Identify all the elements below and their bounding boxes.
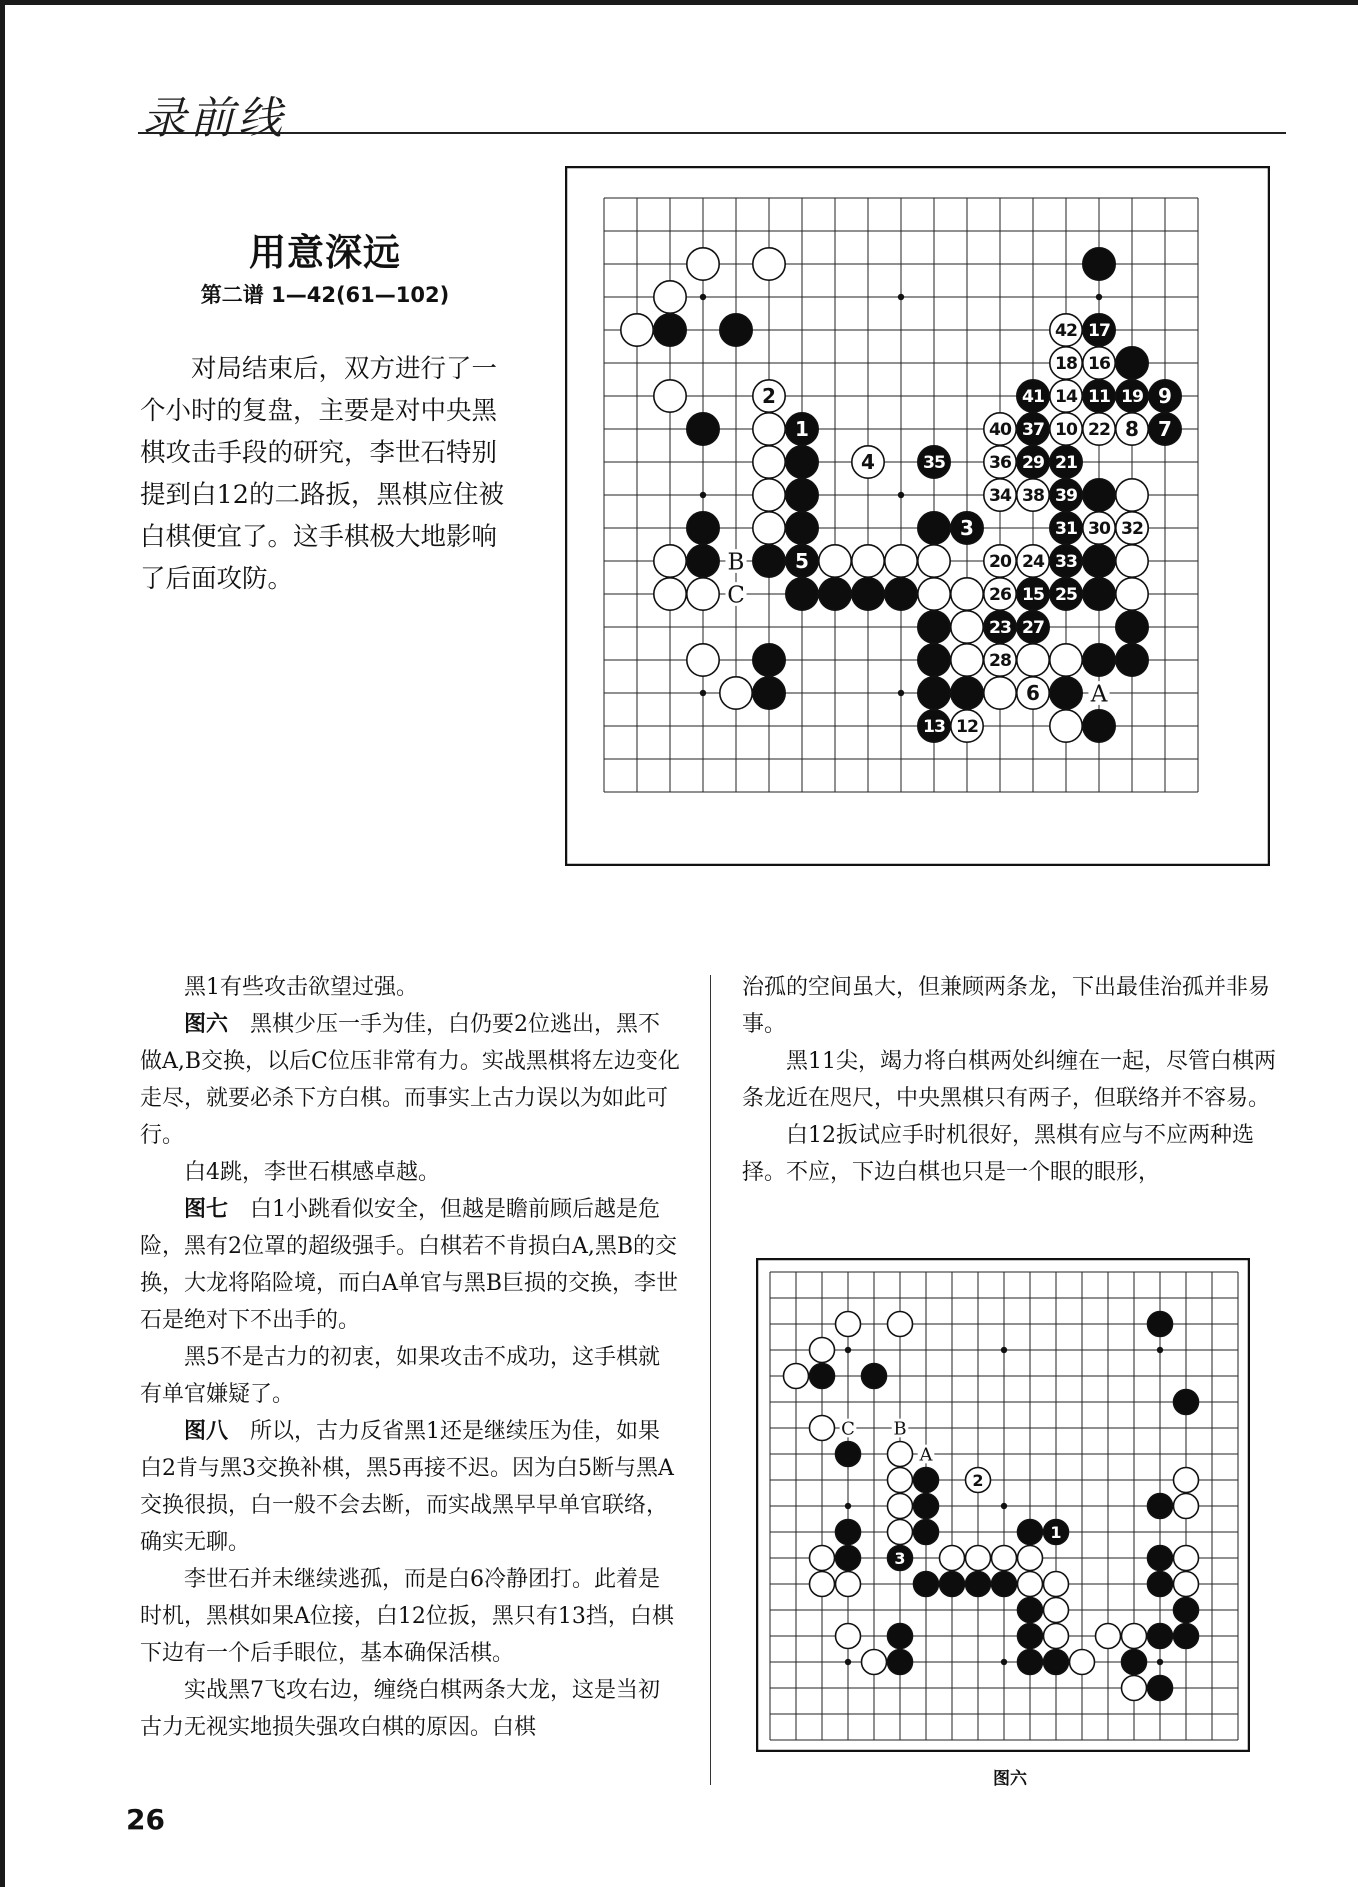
black-stone [1083, 248, 1115, 280]
white-stone [1116, 578, 1148, 610]
white-stone [918, 578, 950, 610]
white-stone [654, 545, 686, 577]
star-point [1157, 1347, 1163, 1353]
white-stone [654, 578, 686, 610]
move-number: 40 [989, 420, 1011, 441]
black-stone [914, 1494, 939, 1519]
move-number: 3 [960, 516, 974, 541]
white-stone [1018, 1546, 1043, 1571]
move-number: 32 [1121, 519, 1143, 540]
white-stone [836, 1572, 861, 1597]
black-stone [1148, 1624, 1173, 1649]
black-stone [687, 545, 719, 577]
white-stone [951, 644, 983, 676]
body-paragraph: 白12扳试应手时机很好，黑棋有应与不应两种选择。不应，下边白棋也只是一个眼的眼形， [742, 1123, 1254, 1185]
article-subtitle: 第二谱 1—42(61—102) [200, 283, 450, 307]
white-stone [951, 611, 983, 643]
black-stone [1018, 1624, 1043, 1649]
intro-text: 对局结束后，双方进行了一个小时的复盘，主要是对中央黑棋攻击手段的研究，李世石特别提到白12的二路扳，黑棋应住被白棋便宜了。这手棋极大地影响了后面攻防。 [140, 354, 504, 594]
black-stone [687, 413, 719, 445]
star-point [845, 1659, 851, 1665]
move-number: 27 [1022, 618, 1044, 639]
position-letter: B [893, 1418, 907, 1440]
move-number: 25 [1055, 585, 1077, 606]
white-stone [1070, 1650, 1095, 1675]
move-number: 22 [1088, 420, 1110, 441]
move-number: 35 [923, 453, 945, 474]
white-stone [852, 545, 884, 577]
black-stone [992, 1572, 1017, 1597]
black-stone [966, 1572, 991, 1597]
move-number: 20 [989, 552, 1011, 573]
move-number: 30 [1088, 519, 1110, 540]
move-number: 12 [956, 717, 978, 738]
body-paragraph [140, 1561, 680, 1672]
move-number: 29 [1022, 453, 1044, 474]
black-stone [810, 1364, 835, 1389]
move-number: 42 [1055, 321, 1077, 342]
black-stone [753, 644, 785, 676]
star-point [700, 492, 706, 498]
figure-reference-label: 图六 [184, 1011, 229, 1037]
black-stone [836, 1546, 861, 1571]
position-letter: A [919, 1444, 933, 1466]
black-stone [687, 512, 719, 544]
black-stone [914, 1572, 939, 1597]
white-stone [1174, 1494, 1199, 1519]
move-number: 3 [894, 1548, 906, 1568]
black-stone [1083, 710, 1115, 742]
move-number: 21 [1055, 453, 1077, 474]
move-number: 8 [1125, 417, 1139, 442]
white-stone [940, 1546, 965, 1571]
black-stone [786, 479, 818, 511]
move-number: 10 [1055, 420, 1077, 441]
black-stone [918, 677, 950, 709]
move-number: 2 [972, 1470, 984, 1490]
white-stone [720, 677, 752, 709]
black-stone [951, 677, 983, 709]
body-paragraph [140, 969, 680, 1006]
white-stone [951, 578, 983, 610]
figure-reference-label: 图八 [184, 1418, 229, 1444]
white-stone [1017, 644, 1049, 676]
paragraph-text: 白4跳，李世石棋感卓越。 [184, 1160, 440, 1185]
black-stone [888, 1650, 913, 1675]
move-number: 4 [861, 450, 875, 475]
black-stone [836, 1520, 861, 1545]
move-number: 1 [1050, 1522, 1062, 1542]
move-number: 15 [1022, 585, 1044, 606]
move-number: 7 [1158, 417, 1172, 442]
black-stone [1083, 479, 1115, 511]
white-stone [992, 1546, 1017, 1571]
black-stone [940, 1572, 965, 1597]
white-stone [1096, 1624, 1121, 1649]
position-letter: A [1090, 681, 1108, 708]
white-stone [810, 1546, 835, 1571]
move-number: 18 [1055, 354, 1077, 375]
black-stone [654, 314, 686, 346]
black-stone [786, 578, 818, 610]
black-stone [1116, 611, 1148, 643]
black-stone [1083, 545, 1115, 577]
move-number: 6 [1026, 681, 1040, 706]
move-number: 26 [989, 585, 1011, 606]
move-number: 19 [1121, 387, 1143, 408]
star-point [1001, 1347, 1007, 1353]
star-point [1001, 1659, 1007, 1665]
column-divider [710, 975, 711, 1785]
body-paragraph: 黑11尖，竭力将白棋两处纠缠在一起，尽管白棋两条龙近在咫尺，中央黑棋只有两子，但联络并不容易。 [742, 1049, 1276, 1111]
white-stone [1174, 1468, 1199, 1493]
white-stone [753, 413, 785, 445]
go-board-figure6 [756, 1258, 1250, 1752]
magazine-header-logo: 录前线 [142, 93, 286, 144]
position-letter: C [727, 582, 745, 609]
star-point [898, 294, 904, 300]
go-diagram-figure6 [756, 1258, 1250, 1752]
black-stone [753, 677, 785, 709]
move-number: 39 [1055, 486, 1077, 507]
black-stone [918, 644, 950, 676]
black-stone [1148, 1676, 1173, 1701]
white-stone [753, 479, 785, 511]
move-number: 34 [989, 486, 1011, 507]
go-board-main [565, 166, 1270, 866]
move-number: 23 [989, 618, 1011, 639]
white-stone [687, 248, 719, 280]
black-stone [1148, 1546, 1173, 1571]
black-stone [885, 578, 917, 610]
black-stone [1083, 644, 1115, 676]
black-stone [1116, 644, 1148, 676]
black-stone [862, 1364, 887, 1389]
white-stone [753, 446, 785, 478]
paragraph-text: 黑5不是古力的初衷，如果攻击不成功，这手棋就有单官嫌疑了。 [140, 1345, 660, 1407]
article-title: 用意深远 [249, 231, 401, 274]
header-rule [138, 132, 1286, 134]
white-stone [810, 1338, 835, 1363]
black-stone [1018, 1520, 1043, 1545]
white-stone [621, 314, 653, 346]
move-number: 9 [1158, 384, 1172, 409]
black-stone [1148, 1494, 1173, 1519]
black-stone [914, 1520, 939, 1545]
star-point [1157, 1659, 1163, 1665]
white-stone [862, 1650, 887, 1675]
white-stone [836, 1624, 861, 1649]
star-point [845, 1347, 851, 1353]
white-stone [1174, 1572, 1199, 1597]
body-column-right [742, 969, 1282, 1191]
black-stone [1116, 347, 1148, 379]
white-stone [1116, 545, 1148, 577]
black-stone [1174, 1624, 1199, 1649]
move-number: 11 [1088, 387, 1110, 408]
move-number: 37 [1022, 420, 1044, 441]
white-stone [1050, 644, 1082, 676]
body-paragraph [140, 1339, 680, 1413]
white-stone [1116, 479, 1148, 511]
black-stone [1018, 1598, 1043, 1623]
black-stone [1083, 578, 1115, 610]
star-point [1096, 294, 1102, 300]
page-number: 26 [126, 1803, 165, 1836]
white-stone [885, 545, 917, 577]
black-stone [1174, 1598, 1199, 1623]
white-stone [654, 281, 686, 313]
white-stone [918, 545, 950, 577]
white-stone [753, 248, 785, 280]
move-number: 13 [923, 717, 945, 738]
black-stone [918, 611, 950, 643]
black-stone [720, 314, 752, 346]
black-stone [753, 545, 785, 577]
body-column-left [140, 969, 680, 1746]
star-point [700, 690, 706, 696]
black-stone [1018, 1650, 1043, 1675]
body-paragraph [140, 1154, 680, 1191]
white-stone [888, 1312, 913, 1337]
white-stone [888, 1442, 913, 1467]
star-point [845, 1503, 851, 1509]
black-stone [1174, 1390, 1199, 1415]
move-number: 31 [1055, 519, 1077, 540]
white-stone [654, 380, 686, 412]
move-number: 28 [989, 651, 1011, 672]
white-stone [810, 1572, 835, 1597]
paragraph-text: 所以，古力反省黑1还是继续压为佳，如果白2肯与黑3交换补棋，黑5再接不迟。因为白5断与黑A交换很损，白一般不会去断，而实战黑早早单官联络，确实无聊。 [140, 1419, 674, 1555]
black-stone [1122, 1650, 1147, 1675]
white-stone [984, 677, 1016, 709]
black-stone [1044, 1650, 1069, 1675]
board-border [566, 167, 1269, 865]
paragraph-text: 李世石并未继续逃孤，而是白6冷静团打。此着是时机，黑棋如果A位接，白12位扳，黑只有13挡，白棋下边有一个后手眼位，基本确保活棋。 [140, 1567, 674, 1666]
move-number: 36 [989, 453, 1011, 474]
body-paragraph [140, 1006, 680, 1154]
white-stone [1018, 1572, 1043, 1597]
star-point [1001, 1503, 1007, 1509]
white-stone [819, 545, 851, 577]
white-stone [1044, 1624, 1069, 1649]
white-stone [753, 512, 785, 544]
move-number: 1 [795, 417, 809, 442]
move-number: 16 [1088, 354, 1110, 375]
black-stone [918, 512, 950, 544]
intro-paragraph [140, 348, 508, 600]
white-stone [1044, 1598, 1069, 1623]
paragraph-text: 白1小跳看似安全，但越是瞻前顾后越是危险，黑有2位罩的超级强手。白棋若不肯损白A,黑B的交换，大龙将陷险境，而白A单官与黑B巨损的交换，李世石是绝对下不出手的。 [140, 1197, 679, 1333]
white-stone [687, 578, 719, 610]
star-point [700, 294, 706, 300]
white-stone [687, 644, 719, 676]
white-stone [888, 1520, 913, 1545]
move-number: 24 [1022, 552, 1044, 573]
move-number: 5 [795, 549, 809, 574]
paragraph-text: 实战黑7飞攻右边，缠绕白棋两条大龙，这是当初古力无视实地损失强攻白棋的原因。白棋 [140, 1678, 660, 1740]
white-stone [888, 1468, 913, 1493]
black-stone [852, 578, 884, 610]
move-number: 17 [1088, 321, 1110, 342]
black-stone [1148, 1572, 1173, 1597]
move-number: 33 [1055, 552, 1077, 573]
move-number: 38 [1022, 486, 1044, 507]
body-paragraph [140, 1191, 680, 1339]
star-point [898, 690, 904, 696]
black-stone [1148, 1312, 1173, 1337]
body-paragraph: 治孤的空间虽大，但兼顾两条龙，下出最佳治孤并非易事。 [742, 975, 1271, 1037]
black-stone [786, 446, 818, 478]
white-stone [784, 1364, 809, 1389]
white-stone [1122, 1676, 1147, 1701]
figure6-caption: 图六 [993, 1769, 1027, 1789]
paragraph-text: 黑棋少压一手为佳，白仍要2位逃出，黑不做A,B交换，以后C位压非常有力。实战黑棋将左边变化走尽，就要必杀下方白棋。而事实上古力误以为如此可行。 [140, 1012, 680, 1148]
white-stone [1044, 1572, 1069, 1597]
figure-reference-label: 图七 [184, 1196, 229, 1222]
black-stone [819, 578, 851, 610]
black-stone [914, 1468, 939, 1493]
white-stone [1050, 710, 1082, 742]
go-diagram-main [565, 166, 1270, 866]
paragraph-text: 黑1有些攻击欲望过强。 [184, 975, 418, 1000]
star-point [898, 492, 904, 498]
black-stone [836, 1442, 861, 1467]
body-paragraph [140, 1413, 680, 1561]
white-stone [1122, 1624, 1147, 1649]
body-paragraph [140, 1672, 680, 1746]
position-letter: B [727, 549, 745, 576]
white-stone [836, 1312, 861, 1337]
white-stone [1174, 1546, 1199, 1571]
move-number: 2 [762, 384, 776, 409]
black-stone [1050, 677, 1082, 709]
black-stone [888, 1624, 913, 1649]
white-stone [966, 1546, 991, 1571]
move-number: 41 [1022, 387, 1044, 408]
white-stone [810, 1416, 835, 1441]
black-stone [786, 512, 818, 544]
position-letter: C [841, 1418, 855, 1440]
move-number: 14 [1055, 387, 1077, 408]
white-stone [888, 1494, 913, 1519]
